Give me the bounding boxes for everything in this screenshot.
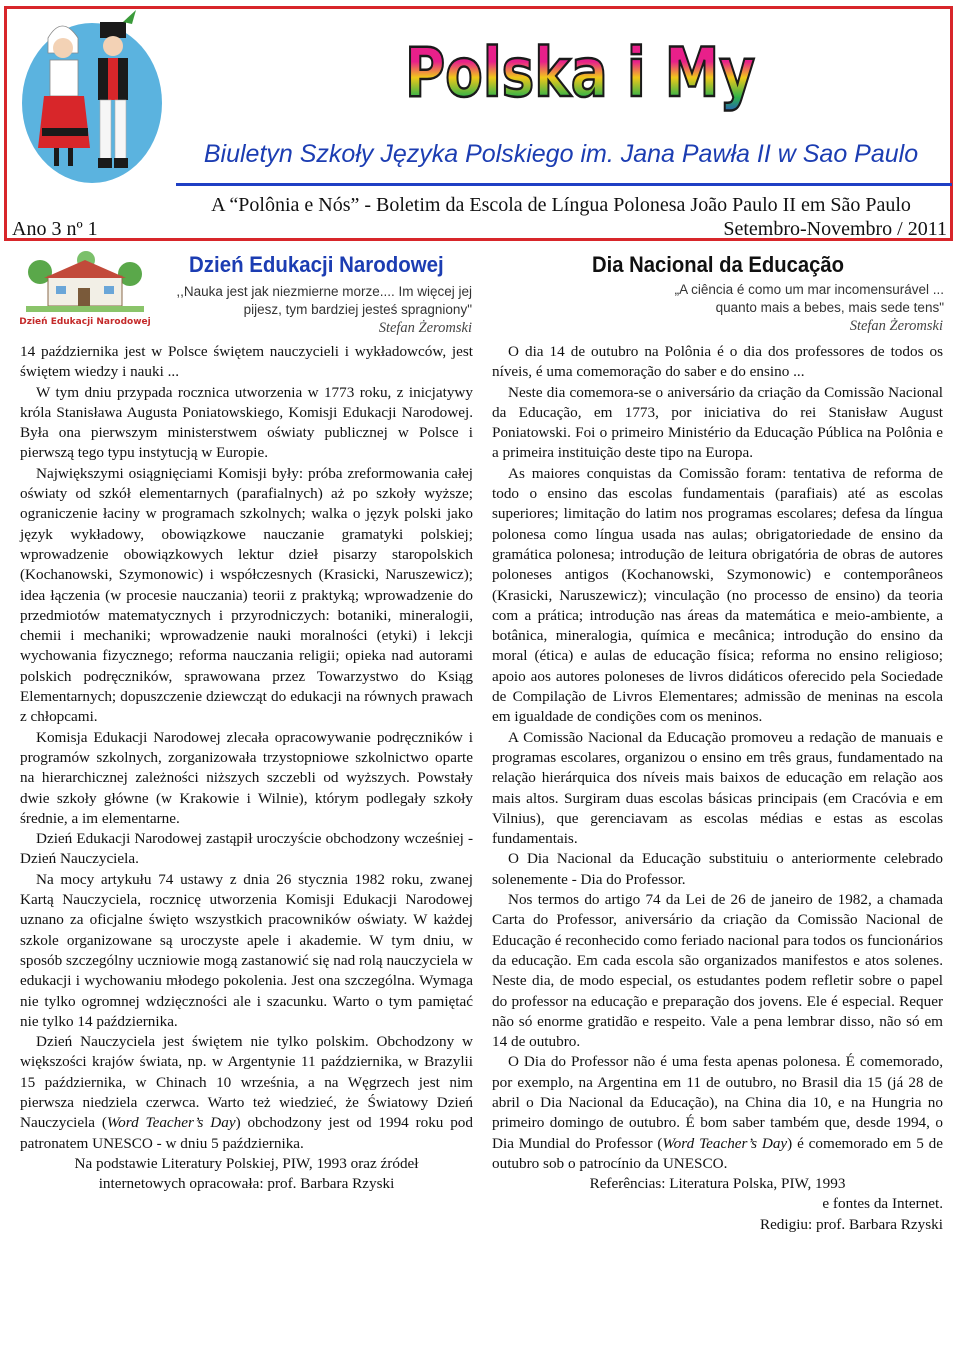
article-paragraph: Dzień Edukacji Narodowej zastąpił uroczyście obchodzony wcześniej - Dzień Nauczyciela. [20, 830, 473, 868]
article-paragraph: Komisja Edukacji Narodowej zlecała opracowywanie podręczników i programów szkolnych, zorganizowała trzystopniowe szkolnictwo oparte na hierarchicznej zależności niższych szczebli od wyższych. Powstały dwie szkoły główne (w Krakowie i Wilnie), którym podlegały szkoły średnie, a im elementarne. [20, 728, 473, 827]
article-paragraph: Nos termos do artigo 74 da Lei de 26 de janeiro de 1982, a chamada Carta do Professor, aniversário da criação da Comissão Nacional de Educação é reconhecido como feriado nacional para todos os funcionários da educação. Em cada escola são organizados manifestos e atos solenes. Neste dia, de modo especial, os estudantes podem refletir sobre o papel do professor na educação e preparação dos jovens. Ele é especial. Requer não só enorme gratidão e respeito. Vale a pena lembrar disso, não só em 14 de outubro. [492, 891, 943, 1051]
article-paragraph: O dia 14 de outubro na Polônia é o dia dos professores de todos os níveis, é uma comemoração do saber e do ensino ... [492, 343, 943, 381]
paragraph-text: Dzień Nauczyciela jest świętem nie tylko polskim. Obchodzony w większości krajów świata, np. w Argentynie 11 października, w Brazylii 15 października, w Chinach 10 września, a na Węgrzech jest nim pierwsza niedziela czerwca. Warto też wiedzieć, że Światowy Dzień Nauczyciela ( [20, 1033, 473, 1132]
article-paragraph [20, 1032, 473, 1154]
portuguese-article-column [492, 342, 943, 1235]
quote-author-portuguese: Stefan Żeromski [849, 318, 943, 334]
masthead-text: Polska i My [405, 34, 755, 113]
polish-article-column [20, 342, 473, 1194]
quote-line: pijesz, tym bardziej jesteś spragniony" [243, 302, 472, 317]
masthead-logo [400, 28, 760, 128]
header-divider [176, 183, 952, 186]
education-day-logo [19, 250, 151, 328]
article-paragraph [492, 1052, 943, 1174]
references-note: e fontes da Internet. [822, 1195, 943, 1213]
quote-line: quanto mais a bebes, mais sede tens" [715, 300, 944, 315]
issue-number: Ano 3 nº 1 [12, 218, 98, 240]
folk-costume-couple-illustration [20, 8, 170, 183]
article-paragraph: Największymi osiągnięciami Komisji były: próba zreformowania całej oświaty od szkół elementarnych (parafialnych) aż po szkoły wyższe; ograniczenie łaciny w programach szkolnych; walka o język polski jako język wykładowy, obowiązkowe nauczanie gramatyki polskiej; wprowadzenie obowiązkowych lektur dzieł pisarzy staropolskich (Kochanowski, Szymonowic) i współczesnych (Krasicki, Naruszewicz); idea łączenia (w procesie nauczania) teorii z praktyką; wprowadzenie do przedmiotów matematycznych i przyrodniczych: botaniki, mineralogii, chemii i mechaniki; wprowadzenie nauki moralności (etyki) i lekcji wychowania fizycznego; reforma nauczania religii; opieka nad autorami polskich podręczników, sprawowana przez Towarzystwo do Ksiąg Elementarnych; dopuszczenie dziewcząt do edukacji na równych prawach z chłopcami. [20, 464, 473, 726]
quote-line: „A ciência é como um mar incomensurável ... [674, 282, 944, 297]
quote-author-polish: Stefan Żeromski [378, 320, 472, 336]
article-paragraph: 14 października jest w Polsce świętem nauczycieli i wykładowców, jest świętem wiedzy i nauki ... [20, 343, 473, 381]
article-paragraph: O Dia Nacional da Educação substituiu o anteriormente celebrado solenemente - Dia do Professor. [492, 850, 943, 888]
paragraph-text: O Dia do Professor não é uma festa apenas polonesa. É comemorado, por exemplo, na Argentina em 11 de outubro, no Brasil dia 15 (já 28 de abril o Dia Nacional da Educação), na China dia 10, e na Hungria no primeiro domingo de outubro. É bom saber também que, desde 1994, o Dia Mundial do Professor ( [492, 1053, 943, 1152]
paragraph-text: ) obchodzony jest od 1994 roku pod patronatem UNESCO - w dniu 5 października. [20, 1114, 473, 1152]
quote-polish [172, 283, 472, 319]
paragraph-text: ) é comemorado em 5 de outubro sob o patrocínio da UNESCO. [492, 1134, 943, 1172]
article-paragraph: Neste dia comemora-se o aniversário da criação da Comissão Nacional da Educação, em 1773, por iniciativa do rei Stanisław August Poniatowski. Foi o primeiro Ministério da Educação Pública na Polônia e a primeira instituição deste tipo na Europa. [492, 383, 943, 462]
article-paragraph: A Comissão Nacional da Educação promoveu a redação de manuais e programas escolares, organizou o ensino em três graus, fundamentado na relação hierárquica dos níveis mais baixos de educação em relação aos mais altos. Surgiram duas escolas básicas principais (em Cracóvia e em Vilnius), que gerenciavam as escolas médias e estas as escolas fundamentais. [492, 728, 943, 848]
section-title-polish: Dzień Edukacji Narodowej [189, 252, 444, 277]
paragraph-italic-text: Word Teacher’s Day [106, 1114, 236, 1132]
article-paragraph: As maiores conquistas da Comissão foram: tentativa de reforma de todo o ensino das escolas fundamentais (parafiais) até as escolas superiores; limitação do latim nos programas escolares; defesa da língua polonesa como língua usada nas aulas; obrigatoriedade de ensino da gramática polonesa; introdução de leitura obrigatória de obras de autores poloneses antigos (Kochanowski, Szymonowic) e contemporâneos (Krasicki, Naruszewicz); vinculação (no processo de ensino) da teoria com a prática; introdução nas áreas da matemática e meio-ambiente, a botânica, mineralogia, química e mecânica; introdução do ensino da moral (ética) e aulas de educação física; reforma no ensino religioso; apoio aos autores poloneses de livros didáticos oferecido pela Sociedade de Compilação de Livros Elementares; admissão de meninas na escola em igualdade de condições com os meninos. [492, 464, 943, 726]
references-note: Referências: Literatura Polska, PIW, 1993 [589, 1175, 846, 1193]
issue-date: Setembro-Novembro / 2011 [723, 218, 947, 240]
source-note: Na podstawie Literatury Polskiej, PIW, 1993 oraz źródeł [74, 1154, 419, 1172]
editor-credit: Redigiu: prof. Barbara Rzyski [759, 1215, 943, 1233]
bulletin-title: Biuletyn Szkoły Języka Polskiego im. Jana Pawła II w Sao Paulo [203, 140, 919, 168]
logo-caption: Dzień Edukacji Narodowej [19, 317, 151, 327]
quote-line: ,,Nauka jest jak niezmierne morze.... Im więcej jej [176, 284, 472, 299]
article-paragraph: W tym dniu przypada rocznica utworzenia w 1773 roku, z inicjatywy króla Stanisława Augusta Poniatowskiego, Komisji Edukacji Narodowej. Była ona pierwszym ministerstwem oświaty publicznej w Polsce i pierwszą tego typu instytucją w Europie. [20, 383, 473, 462]
bulletin-title-pt: A “Polônia e Nós” - Boletim da Escola de Língua Polonesa João Paulo II em São Paulo [211, 194, 911, 216]
paragraph-italic-text: Word Teacher’s Day [662, 1134, 788, 1152]
article-paragraph: Na mocy artykułu 74 ustawy z dnia 26 stycznia 1982 roku, zwanej Kartą Nauczyciela, rocznicę utworzenia Komisji Edukacji Narodowej uznano za oficjalne święto wszystkich pracowników oświaty. W każdej szkole organizowane są uroczyste apele i akademie. W tym dniu, w sposób szczególny uczniowie mogą zastanowić się nad rolą nauczyciela w edukacji i wychowaniu młodego pokolenia. Jest ona szczególna. Wymaga nie tylko ogromnej wdzięczności ale i szacunku. Warto o tym pamiętać nie tylko 14 października. [20, 870, 473, 1030]
section-title-portuguese: Dia Nacional da Educação [592, 252, 844, 277]
quote-portuguese [604, 281, 944, 317]
source-note: internetowych opracowała: prof. Barbara Rzyski [98, 1175, 395, 1193]
